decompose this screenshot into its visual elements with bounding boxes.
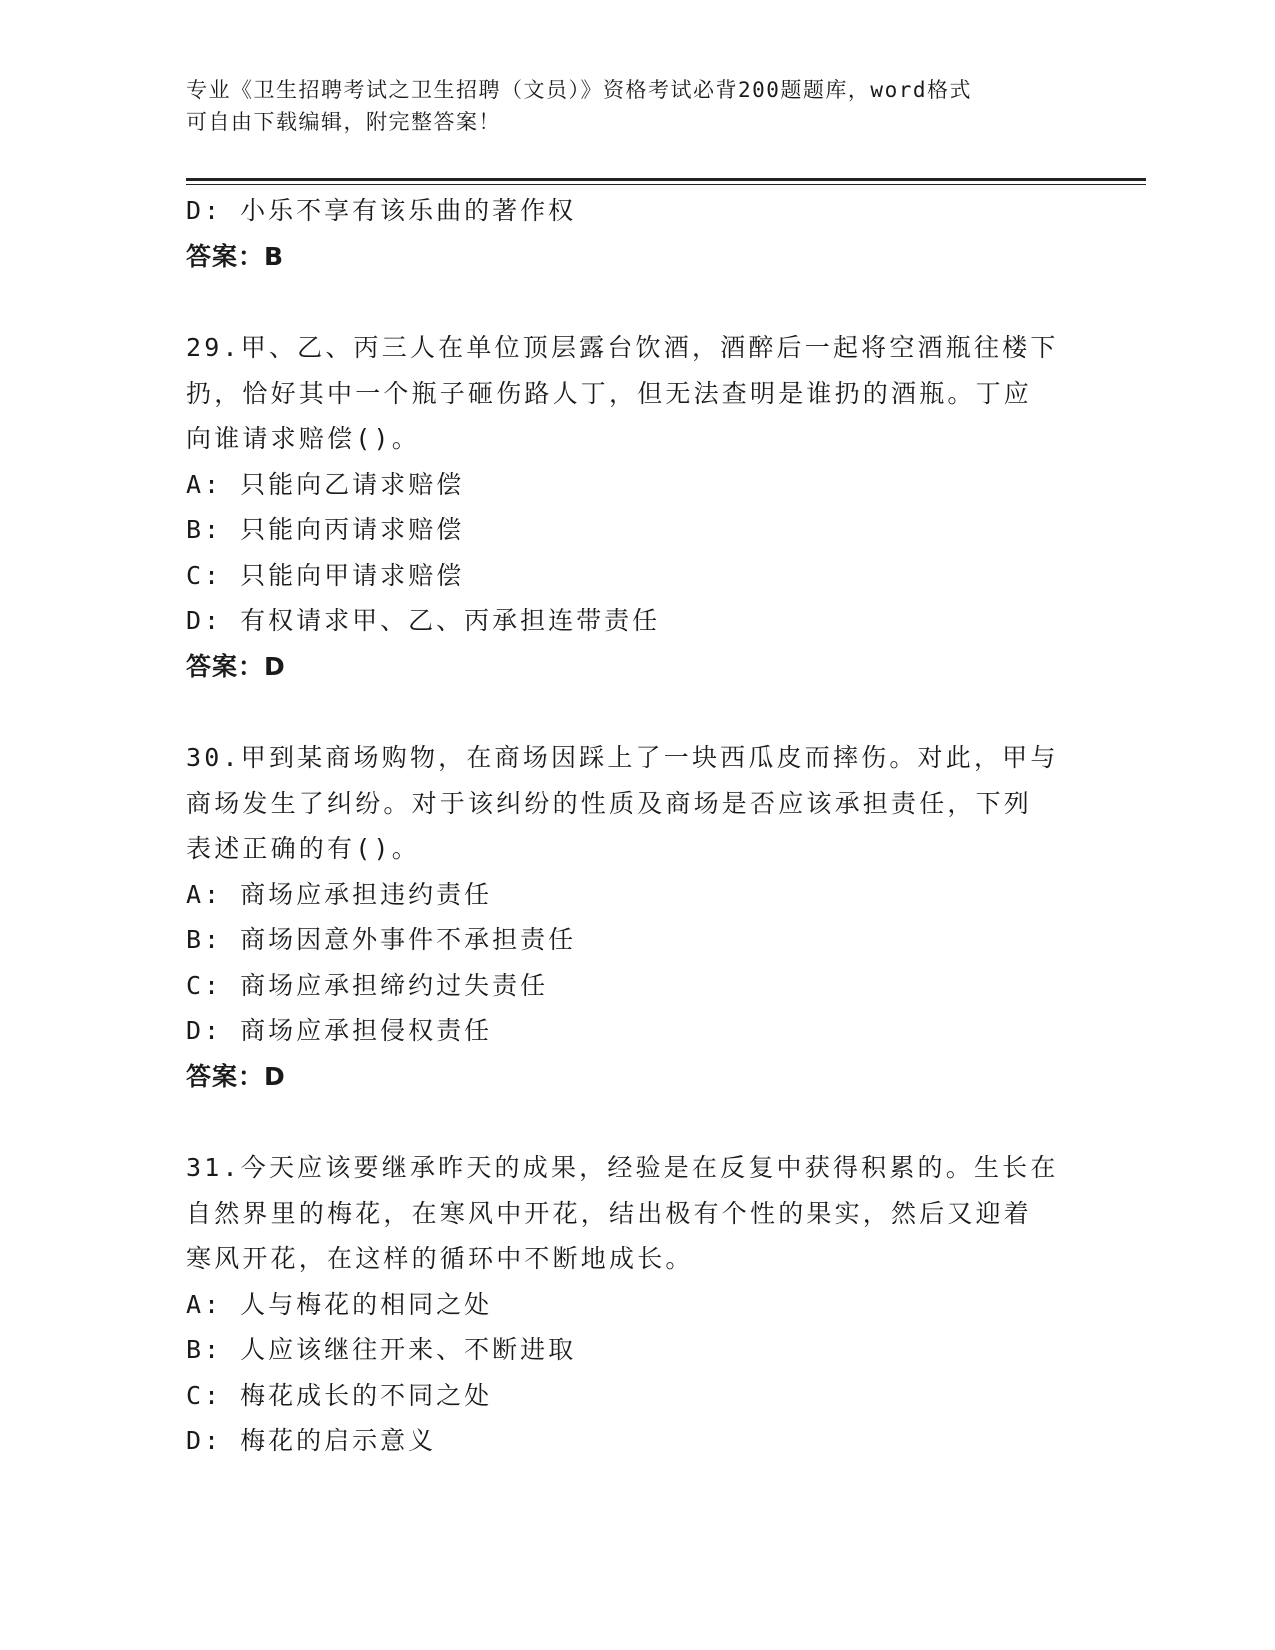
stem-line: 表述正确的有()。 [186,834,420,863]
spacer [186,1099,1086,1145]
option-d: D: 商场应承担侵权责任 [186,1016,493,1045]
option-a: A: 商场应承担违约责任 [186,879,493,909]
question-31 [186,1145,1086,1464]
option-b: B: 商场因意外事件不承担责任 [186,925,577,954]
spacer [186,279,1086,325]
option-b: B: 只能向丙请求赔偿 [186,515,465,544]
header-divider-thick [186,178,1146,181]
answer-line: 答案：D [186,651,286,681]
spacer [186,689,1086,735]
option-d: D: 小乐不享有该乐曲的著作权 [186,196,577,225]
stem-line: 扔，恰好其中一个瓶子砸伤路人丁，但无法查明是谁扔的酒瓶。丁应 [186,378,1033,408]
question-29 [186,325,1086,689]
option-a: A: 只能向乙请求赔偿 [186,469,465,499]
question-stem [186,1145,1086,1282]
previous-question-tail [186,188,1086,279]
option-c: C: 只能向甲请求赔偿 [186,560,465,590]
option-c: C: 梅花成长的不同之处 [186,1380,493,1410]
question-30 [186,735,1086,1099]
question-stem [186,735,1086,872]
option-a: A: 人与梅花的相同之处 [186,1289,493,1319]
stem-line: 自然界里的梅花，在寒风中开花，结出极有个性的果实，然后又迎着 [186,1198,1033,1228]
stem-line: 商场发生了纠纷。对于该纠纷的性质及商场是否应该承担责任，下列 [186,788,1033,818]
stem-line: 寒风开花，在这样的循环中不断地成长。 [186,1244,694,1273]
answer-line: 答案：B [186,241,285,271]
question-list [186,188,1086,1464]
stem-line: 31.今天应该要继承昨天的成果，经验是在反复中获得积累的。生长在 [186,1153,1059,1182]
answer-line: 答案：D [186,1061,286,1091]
stem-line: 29.甲、乙、丙三人在单位顶层露台饮酒，酒醉后一起将空酒瓶往楼下 [186,333,1059,362]
question-stem [186,325,1086,462]
stem-line: 30.甲到某商场购物，在商场因踩上了一块西瓜皮而摔伤。对此，甲与 [186,743,1059,772]
option-c: C: 商场应承担缔约过失责任 [186,970,549,1000]
stem-line: 向谁请求赔偿()。 [186,424,420,453]
document-header [186,74,1086,138]
option-d: D: 有权请求甲、乙、丙承担连带责任 [186,606,661,635]
option-b: B: 人应该继往开来、不断进取 [186,1335,577,1364]
header-title-line-2: 可自由下载编辑，附完整答案！ [186,110,501,134]
option-d: D: 梅花的启示意义 [186,1426,437,1455]
header-title-line-1: 专业《卫生招聘考试之卫生招聘（文员）》资格考试必背200题题库，word格式 [186,78,972,102]
header-divider-thin [186,184,1146,185]
